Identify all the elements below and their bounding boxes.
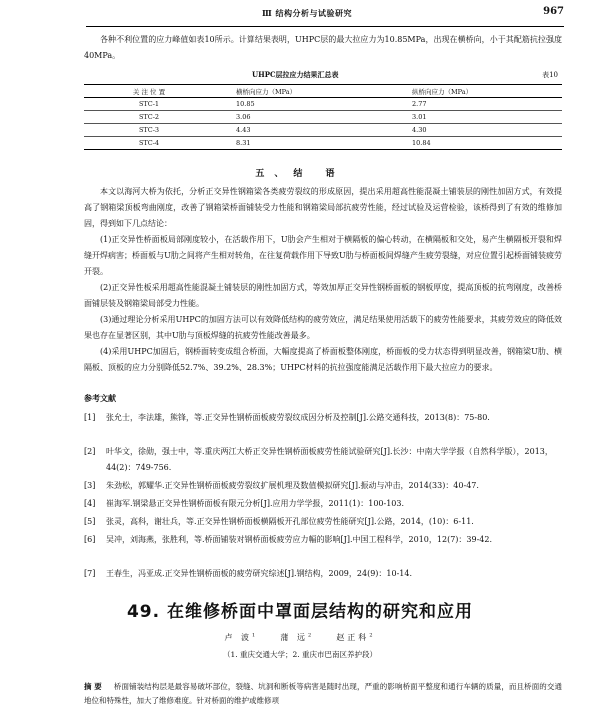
author-name: 赵正科	[336, 633, 370, 642]
reference-item	[84, 532, 562, 548]
article-title: 49. 在维修桥面中罩面层结构的研究和应用	[126, 602, 474, 622]
reference-item	[84, 478, 562, 494]
conclusion-point-1: (1)正交异性桥面板局部刚度较小，在活载作用下，U肋会产生相对于横隔板的偏心转动，在横隔板和交处，易产生横隔板开裂和焊缝开焊病害；桥面板与U肋之间将产生相对转角，在往复荷载作用下导致U肋与桥面板间焊缝产生疲劳裂缝，对应位置引起桥面铺装疲劳开裂。	[84, 235, 562, 276]
author-list	[0, 632, 600, 643]
reference-item	[84, 566, 562, 582]
header-rule	[86, 26, 564, 27]
reference-item	[84, 514, 562, 530]
table-cell: 4.30	[394, 124, 562, 137]
table-cell: 3.01	[394, 111, 562, 124]
conclusion-point-4: (4)采用UHPC加固后，钢桥面转变成组合桥面，大幅度提高了桥面板整体刚度，桥面板的受力状态得到明显改善，钢箱梁U肋、横隔板、顶板的应力分别降低52.7%、39.2%、28.3%；UHPC材料的抗拉强度能满足活载作用下最大拉应力的要求。	[84, 347, 562, 372]
table-cell: 2.77	[394, 98, 562, 111]
table-title: UHPC层拉应力结果汇总表	[252, 70, 339, 79]
table-cell: STC-3	[84, 124, 214, 137]
table-cell: STC-4	[84, 137, 214, 150]
table-row	[84, 124, 562, 137]
author-name: 蒲 远	[280, 633, 308, 642]
table-cell: 8.31	[214, 137, 394, 150]
conclusion-point-2: (2)正交异性板采用超高性能混凝土铺装层的刚性加固方式，等效加厚正交异性钢桥面板的钢板厚度，提高顶板的抗弯刚度，改善桥面铺层装及钢箱梁局部受力性能。	[84, 283, 562, 308]
column-header: 关 注 位 置	[84, 85, 214, 98]
reference-number: [1]	[84, 413, 96, 422]
stress-results-table	[84, 84, 562, 150]
reference-item	[84, 410, 562, 426]
references-heading: 参考文献	[84, 393, 116, 403]
table-row	[84, 111, 562, 124]
reference-item	[84, 496, 562, 512]
table-cell: 3.06	[214, 111, 394, 124]
table-cell: STC-2	[84, 111, 214, 124]
table-cell: 4.43	[214, 124, 394, 137]
column-header: 纵桥向应力（MPa）	[394, 85, 562, 98]
reference-text: 吴冲，刘海燕，张胜利，等.桥面铺装对钢桥面板疲劳应力幅的影响[J].中国工程科学，2010，12(7)：39-42.	[106, 535, 493, 544]
author-affil-mark: 1	[252, 632, 259, 639]
author-affil-mark: 2	[369, 632, 376, 639]
author-name: 卢 波	[224, 633, 253, 642]
conclusion-intro: 本文以海河大桥为依托，分析正交异性钢箱梁各类疲劳裂纹的形成原因，提出采用超高性能混凝土铺装层的刚性加固方式，有效提高了钢箱梁顶板弯曲刚度，改善了钢箱梁桥面铺装受力性能和钢箱梁局部抗疲劳性能，经过试验及运营检验，该桥得到了有效的维修加固，得到如下几点结论：	[84, 187, 562, 228]
author-affil-mark: 2	[307, 632, 315, 639]
abstract	[84, 680, 562, 708]
conclusion-point-3: (3)通过理论分析采用UHPC的加固方法可以有效降低结构的疲劳效应，满足结果使用活载下的疲劳性能要求，其疲劳效应的降低效果也存在显著区别，其中U肋与顶板焊缝的抗疲劳性能改善最多。	[84, 315, 562, 340]
reference-text: 王春生，冯亚成.正交异性钢桥面板的疲劳研究综述[J].钢结构，2009，24(9)：10-14.	[106, 569, 413, 578]
reference-text: 张允士，李法雄，熊锋，等.正交异性钢桥面板疲劳裂纹成因分析及控制[J].公路交通科技，2013(8)：75-80.	[106, 413, 490, 422]
table-row	[84, 137, 562, 150]
abstract-text: 桥面铺装结构层是最容易破坏部位，裂缝、坑洞和断板等病害是随时出现，严重的影响桥面平整度和通行车辆的质量，而且桥面的交通地位和特殊性，加大了维修难度。针对桥面的维护或维修项	[84, 682, 562, 705]
reference-number: [2]	[84, 447, 96, 456]
intro-paragraph: 各种不利位置的应力峰值如表10所示。计算结果表明，UHPC层的最大拉应力为10.85MPa，出现在横桥向，小于其配筋抗拉强度40MPa。	[84, 35, 562, 60]
reference-text: 崔海军.钢梁悬正交异性钢桥面板有限元分析[J].应用力学学报，2011(1)：100-103.	[106, 499, 405, 508]
running-title: Ⅲ 结构分析与试验研究	[262, 8, 353, 18]
table-caption	[84, 70, 562, 84]
reference-number: [3]	[84, 481, 96, 490]
reference-number: [5]	[84, 517, 96, 526]
section-heading: 五、结 语	[255, 169, 345, 179]
table-number: 表10	[542, 71, 558, 79]
reference-number: [7]	[84, 569, 96, 578]
reference-item	[84, 444, 562, 476]
column-header: 横桥向应力（MPa）	[214, 85, 394, 98]
table-cell: 10.85	[214, 98, 394, 111]
reference-number: [6]	[84, 535, 96, 544]
abstract-label: 摘 要	[84, 682, 102, 691]
table-cell: STC-1	[84, 98, 214, 111]
author-affiliation: （1. 重庆交通大学；2. 重庆市巴南区养护段）	[222, 650, 378, 659]
reference-text: 朱劲松，郭耀华.正交异性钢桥面板疲劳裂纹扩展机理及数值模拟研究[J].振动与冲击，2014(33)：40-47.	[106, 481, 479, 490]
table-row	[84, 98, 562, 111]
table-header-row	[84, 85, 562, 98]
reference-text: 叶华文，徐勋，强士中，等.重庆两江大桥正交异性钢桥面板疲劳性能试验研究[J].长沙：中南大学学报（自然科学版），2013，44(2)：749-756.	[106, 447, 553, 472]
page-number: 967	[543, 6, 564, 17]
reference-number: [4]	[84, 499, 96, 508]
running-header	[0, 4, 600, 24]
table-cell: 10.84	[394, 137, 562, 150]
reference-text: 张灵，高科，谢壮兵，等.正交异性钢桥面板横隔板开孔部位疲劳性能研究[J].公路，2014，(10)：6-11.	[106, 517, 474, 526]
